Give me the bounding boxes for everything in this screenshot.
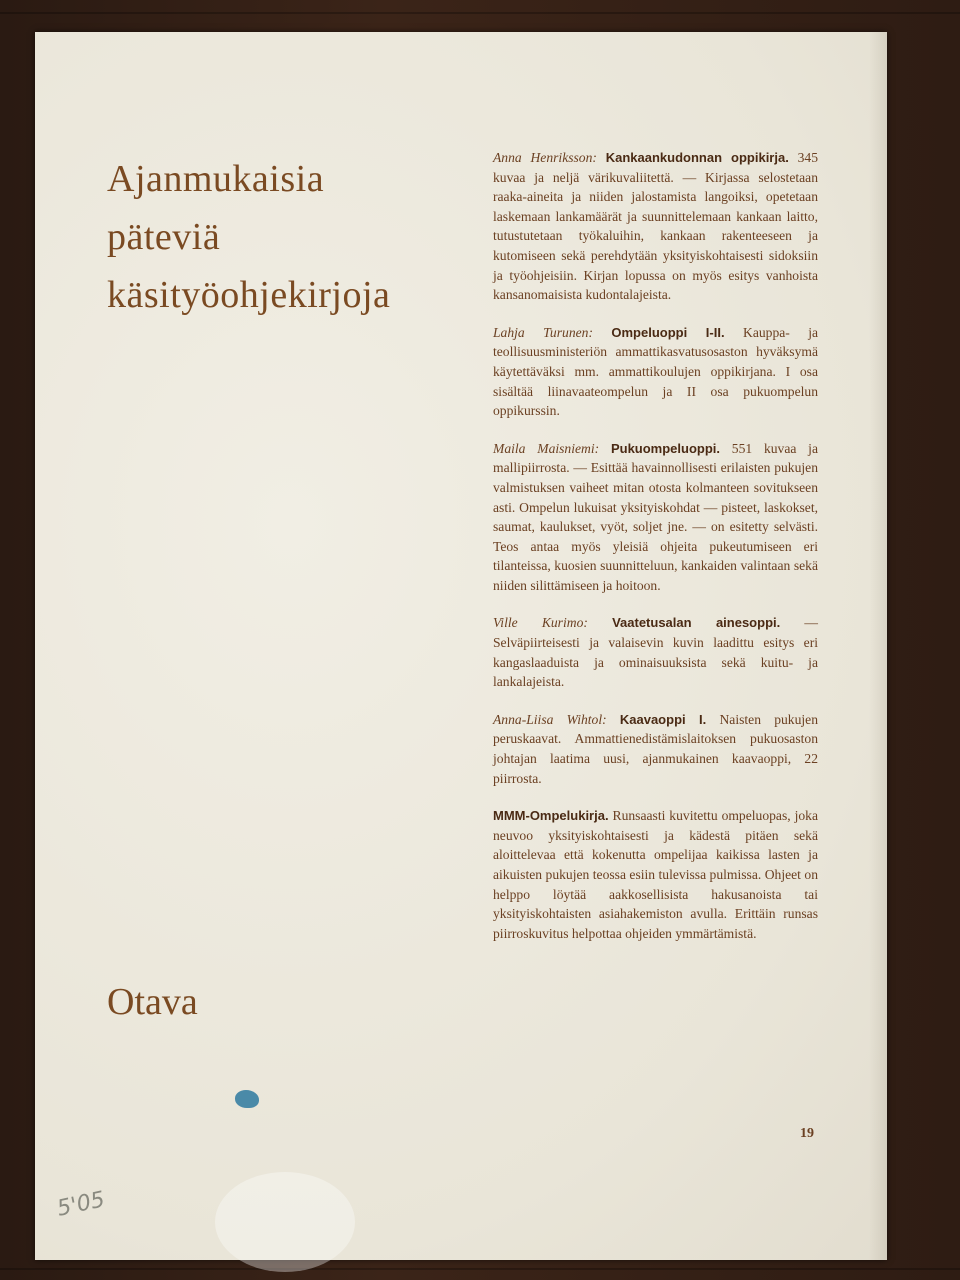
heading-line-3: käsityöohjekirjoja	[107, 274, 391, 316]
entry-title: Pukuompeluoppi.	[610, 440, 721, 456]
book-entry-mmm	[493, 806, 818, 943]
book-page	[35, 32, 887, 1260]
page-spine-shadow	[869, 32, 887, 1260]
pencil-note: 5'05	[54, 1187, 108, 1222]
page-number: 19	[800, 1126, 814, 1141]
heading-line-2: päteviä	[107, 216, 221, 258]
entry-author: Ville Kurimo:	[493, 615, 588, 631]
entry-text: Runsaasti kuvitettu ompeluopas, joka neuvoo yksityiskohtaisesti ja kädestä pitäen sekä aloittelevaa että kokenutta ompelijaa kaikissa lasten ja aikuisten pukujen teossa esiin tulevissa pulmissa. Ohjeet on helppo löytää aakkosellisista hakusanoista tai yksityiskohtaisten asiahakemiston avulla. Erittäin runsas piirroskuvitus helpottaa ohjeiden ymmärtämistä.	[493, 808, 818, 941]
blue-stain	[235, 1090, 259, 1108]
entry-text: Kauppa- ja teollisuusministeriön ammattikasvatusosaston hyväksymä käytettäväksi mm. ammattikoulujen oppikirjana. I osa sisältää liinavaateompelun ja II osa pukuompelun oppikurssin.	[493, 324, 819, 419]
publisher-name: Otava	[107, 981, 198, 1023]
entry-text: 551 kuvaa ja mallipiirrosta. — Esittää havainnollisesti erilaisten pukujen valmistuksen vaiheet mitan otosta kolmanteen sovitukseen asti. Ompelun lukuisat yksityiskohdat — pisteet, laskokset, saumat, kaulukset, vyöt, soljet jne. — on esitetty selvästi. Teos antaa myös yleisiä ohjeita pukeutumiseen eri tilanteissa, kuosien suunnitteluun, kankaiden valintaan sekä niiden silittämiseen ja hoitoon.	[493, 440, 818, 593]
entry-text: Naisten pukujen peruskaavat. Ammattienedistämislaitoksen pukuosaston johtajan laatima uusi, ajanmukainen kaavaoppi, 22 piirrosta.	[493, 711, 819, 786]
entry-author: Anna-Liisa Wihtol:	[493, 711, 607, 727]
entry-author: Anna Henriksson:	[493, 150, 597, 165]
book-entry-kurimo	[493, 613, 818, 691]
entry-title: Ompeluoppi I-II.	[611, 324, 725, 340]
entry-title: Kankaankudonnan oppikirja.	[605, 150, 789, 165]
entry-text: 345 kuvaa ja neljä värikuvaliitettä. — Kirjassa selostetaan raaka-aineita ja niiden jalostamista langoiksi, opetetaan laskemaan lankamäärät ja suunnittelemaan kankaan laitto, tutustutetaan työkaluihin, kankaan rakenteeseen ja kutomiseen sekä perehdytään yksityiskohtaisesti sidoksiin ja työohjeisiin. Kirjan lopussa on myös esitys vanhoista kansanomaisista kudontalajeista.	[493, 150, 819, 303]
book-entry-maisniemi	[493, 439, 818, 596]
heading-line-1: Ajanmukaisia	[107, 158, 325, 200]
entry-title: MMM-Ompelukirja.	[493, 808, 609, 824]
entry-title: Kaavaoppi I.	[619, 711, 707, 727]
book-entry-wihtol	[493, 710, 818, 788]
book-list	[493, 148, 818, 961]
book-entry-turunen	[493, 323, 818, 421]
entry-text: — Selväpiirteisesti ja valaisevin kuvin laadittu esitys eri kangaslaaduista ja ominaisuuksista sekä kuitu- ja lankalajeista.	[493, 615, 818, 690]
book-entry-henriksson	[493, 148, 818, 305]
entry-title: Vaatetusalan ainesoppi.	[612, 615, 781, 631]
page-heading	[107, 150, 467, 324]
entry-author: Maila Maisniemi:	[493, 440, 600, 456]
pale-spot	[215, 1172, 355, 1272]
entry-author: Lahja Turunen:	[493, 324, 593, 340]
